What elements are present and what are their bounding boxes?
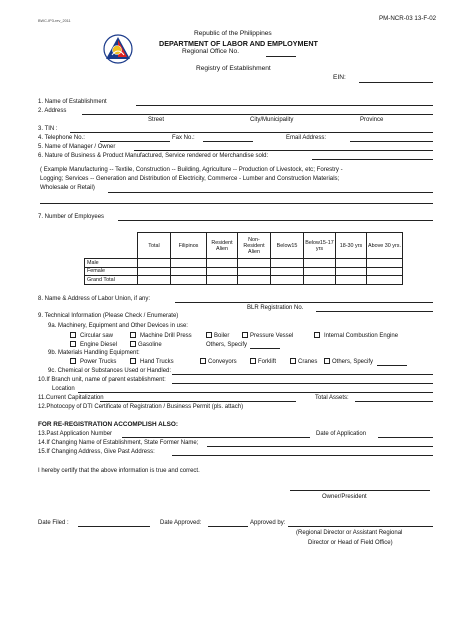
header-registry: Registry of Establishment <box>196 65 271 72</box>
cranes-checkbox[interactable] <box>290 358 296 364</box>
fax-field[interactable] <box>203 141 253 142</box>
reregistration-title: FOR RE-REGISTRATION ACCOMPLISH ALSO: <box>38 421 178 428</box>
conveyors-checkbox[interactable] <box>200 358 206 364</box>
example-line-1: ( Example Manufacturing -- Textile, Construction -- Building, Agriculture -- Production of Livestock, etc; Forestry - <box>40 166 343 173</box>
table-cell[interactable] <box>207 276 238 285</box>
row-grand-total: Grand Total <box>85 276 138 285</box>
table-cell[interactable] <box>304 276 336 285</box>
former-name-field[interactable] <box>207 446 433 447</box>
manager-field[interactable] <box>134 150 433 151</box>
form-code-left: BWC-IP3-rev_2011 <box>38 19 71 23</box>
nature-business-line-1[interactable] <box>108 192 433 193</box>
telephone-label: 4. Telephone No.: <box>38 135 85 141</box>
others-specify-field[interactable] <box>250 348 280 349</box>
table-cell[interactable] <box>171 267 207 276</box>
approved-by-label: Approved by: <box>250 520 286 526</box>
boiler-label: Boiler <box>214 333 230 339</box>
table-cell[interactable] <box>271 276 304 285</box>
blr-label: BLR Registration No. <box>247 305 304 311</box>
branch-unit-field[interactable] <box>172 383 433 384</box>
pressure-vessel-label: Pressure Vessel <box>250 333 294 339</box>
machine-drill-label: Machine Drill Press <box>140 333 192 339</box>
ice-engine-label: Internal Combustion Engine <box>324 333 399 339</box>
telephone-field[interactable] <box>100 141 170 142</box>
materials-handling-label: 9b. Materials Handling Equipment: <box>48 350 140 356</box>
approved-by-field[interactable] <box>288 526 433 527</box>
ein-field[interactable] <box>359 82 433 83</box>
col-header-nonresident-alien: Non-Resident Alien <box>238 233 271 259</box>
labor-union-label: 8. Name & Address of Labor Union, if any: <box>38 296 151 302</box>
others-specify-label: Others, Specify <box>206 342 248 348</box>
power-trucks-label: Power Trucks <box>80 359 117 365</box>
manager-label: 5. Name of Manager / Owner <box>38 144 116 150</box>
past-application-field[interactable] <box>122 437 310 438</box>
blr-field[interactable] <box>316 311 433 312</box>
owner-signature-line[interactable] <box>290 490 430 491</box>
col-header-below15: Below15 <box>271 233 304 259</box>
engine-diesel-checkbox[interactable] <box>70 341 76 347</box>
table-cell[interactable] <box>336 259 367 268</box>
hand-trucks-label: Hand Trucks <box>140 359 174 365</box>
past-address-label: 15.If Changing Address, Give Past Address: <box>38 449 155 455</box>
table-cell[interactable] <box>271 259 304 268</box>
table-cell[interactable] <box>207 267 238 276</box>
table-cell[interactable] <box>367 276 403 285</box>
tin-field[interactable] <box>70 132 433 133</box>
street-label: Street <box>148 117 165 123</box>
others-specify2-label: Others, Specify <box>332 359 374 365</box>
boiler-checkbox[interactable] <box>206 332 212 338</box>
owner-president-label: Owner/President <box>322 494 367 500</box>
date-filed-field[interactable] <box>78 526 150 527</box>
gasoline-label: Gasoline <box>138 342 162 348</box>
director-line-2: Director or Head of Field Office) <box>308 540 393 546</box>
form-code-right: PM-NCR-03 13-F-02 <box>379 15 437 22</box>
regional-office-line[interactable] <box>266 56 296 57</box>
past-address-field[interactable] <box>172 455 433 456</box>
col-header-filipinos: Filipinos <box>171 233 207 259</box>
power-trucks-checkbox[interactable] <box>70 358 76 364</box>
establishment-name-field[interactable] <box>136 105 433 106</box>
col-header-18-30: 18-30 yrs <box>336 233 367 259</box>
chemicals-label: 9c. Chemical or Substances Used or Handled: <box>48 368 172 374</box>
table-cell[interactable] <box>304 259 336 268</box>
email-label: Email Address: <box>286 135 327 141</box>
address-field[interactable] <box>82 114 433 115</box>
branch-unit-label: 10.If Branch unit, name of parent establishment: <box>38 377 166 383</box>
table-cell[interactable] <box>238 259 271 268</box>
table-corner <box>85 233 138 259</box>
province-label: Province <box>360 117 384 123</box>
table-cell[interactable] <box>238 267 271 276</box>
others-specify2-field[interactable] <box>377 365 407 366</box>
table-cell[interactable] <box>138 276 171 285</box>
table-cell[interactable] <box>138 267 171 276</box>
tin-label: 3. TIN : <box>38 126 58 132</box>
certification-text: I hereby certify that the above information is true and correct. <box>38 468 200 474</box>
table-cell[interactable] <box>271 267 304 276</box>
table-cell[interactable] <box>336 267 367 276</box>
former-name-label: 14.If Changing Name of Establishment, State Former Name; <box>38 440 199 446</box>
nature-business-field[interactable] <box>312 159 433 160</box>
table-cell[interactable] <box>171 276 207 285</box>
employees-label: 7. Number of Employees <box>38 214 105 220</box>
dti-certificate-label: 12.Photocopy of DTI Certificate of Registration / Business Permit (pls. attach) <box>38 404 244 410</box>
date-approved-label: Date Approved: <box>160 520 202 526</box>
col-header-resident-alien: Resident Alien <box>207 233 238 259</box>
conveyors-label: Conveyors <box>208 359 237 365</box>
total-assets-field[interactable] <box>355 401 433 402</box>
forklift-label: Forklift <box>258 359 276 365</box>
row-male: Male <box>85 259 138 268</box>
header-regional-office: Regional Office No. <box>182 48 240 55</box>
date-approved-field[interactable] <box>208 526 248 527</box>
employees-table <box>84 232 403 285</box>
example-line-2: Logging; Services -- Generation and Distribution of Electricity, Commerce - Lumber and Construction Materials; <box>40 175 340 182</box>
table-cell[interactable] <box>367 259 403 268</box>
dole-logo-icon <box>103 34 133 64</box>
capitalization-field[interactable] <box>100 401 296 402</box>
machinery-label: 9a. Machinery, Equipment and Other Devices in use: <box>48 323 188 329</box>
example-line-3: Wholesale or Retail) <box>40 184 95 191</box>
others-specify2-checkbox[interactable] <box>324 358 330 364</box>
nature-business-line-2[interactable] <box>40 203 433 204</box>
date-application-field[interactable] <box>378 437 433 438</box>
hand-trucks-checkbox[interactable] <box>130 358 136 364</box>
pressure-vessel-checkbox[interactable] <box>242 332 248 338</box>
nature-business-label: 6. Nature of Business & Product Manufactured, Service rendered or Merchandise sold: <box>38 153 269 159</box>
table-cell[interactable] <box>238 276 271 285</box>
total-assets-label: Total Assets: <box>315 395 349 401</box>
date-filed-label: Date Filed : <box>38 520 69 526</box>
table-cell[interactable] <box>367 267 403 276</box>
labor-union-field[interactable] <box>175 302 433 303</box>
table-cell[interactable] <box>138 259 171 268</box>
chemicals-field[interactable] <box>172 374 433 375</box>
table-cell[interactable] <box>171 259 207 268</box>
machine-drill-checkbox[interactable] <box>130 332 136 338</box>
header-republic: Republic of the Philippines <box>194 30 272 37</box>
location-field[interactable] <box>78 392 433 393</box>
table-cell[interactable] <box>207 259 238 268</box>
ice-engine-checkbox[interactable] <box>314 332 320 338</box>
email-field[interactable] <box>350 141 433 142</box>
employees-line <box>118 220 433 221</box>
fax-label: Fax No.: <box>172 135 195 141</box>
table-cell[interactable] <box>336 276 367 285</box>
header-department: DEPARTMENT OF LABOR AND EMPLOYMENT <box>159 39 318 48</box>
gasoline-checkbox[interactable] <box>130 341 136 347</box>
circular-saw-label: Circular saw <box>80 333 114 339</box>
col-header-total: Total <box>138 233 171 259</box>
table-cell[interactable] <box>304 267 336 276</box>
row-female: Female <box>85 267 138 276</box>
ein-label: EIN: <box>333 74 346 81</box>
city-label: City/Municipality <box>250 117 294 123</box>
date-application-label: Date of Application <box>316 431 367 437</box>
location-label: Location <box>52 386 75 392</box>
col-header-above30: Above 30 yrs. <box>367 233 403 259</box>
engine-diesel-label: Engine Diesel <box>80 342 118 348</box>
technical-info-label: 9. Technical Information (Please Check / Enumerate) <box>38 313 179 319</box>
establishment-name-label: 1. Name of Establishment <box>38 99 107 105</box>
forklift-checkbox[interactable] <box>250 358 256 364</box>
col-header-below15-17: Below15-17 yrs <box>304 233 336 259</box>
cranes-label: Cranes <box>298 359 318 365</box>
capitalization-label: 11.Current Capitalization <box>38 395 104 401</box>
circular-saw-checkbox[interactable] <box>70 332 76 338</box>
past-application-label: 13.Past Application Number <box>38 431 113 437</box>
address-label: 2. Address <box>38 108 67 114</box>
director-line-1: (Regional Director or Assistant Regional <box>296 530 403 536</box>
